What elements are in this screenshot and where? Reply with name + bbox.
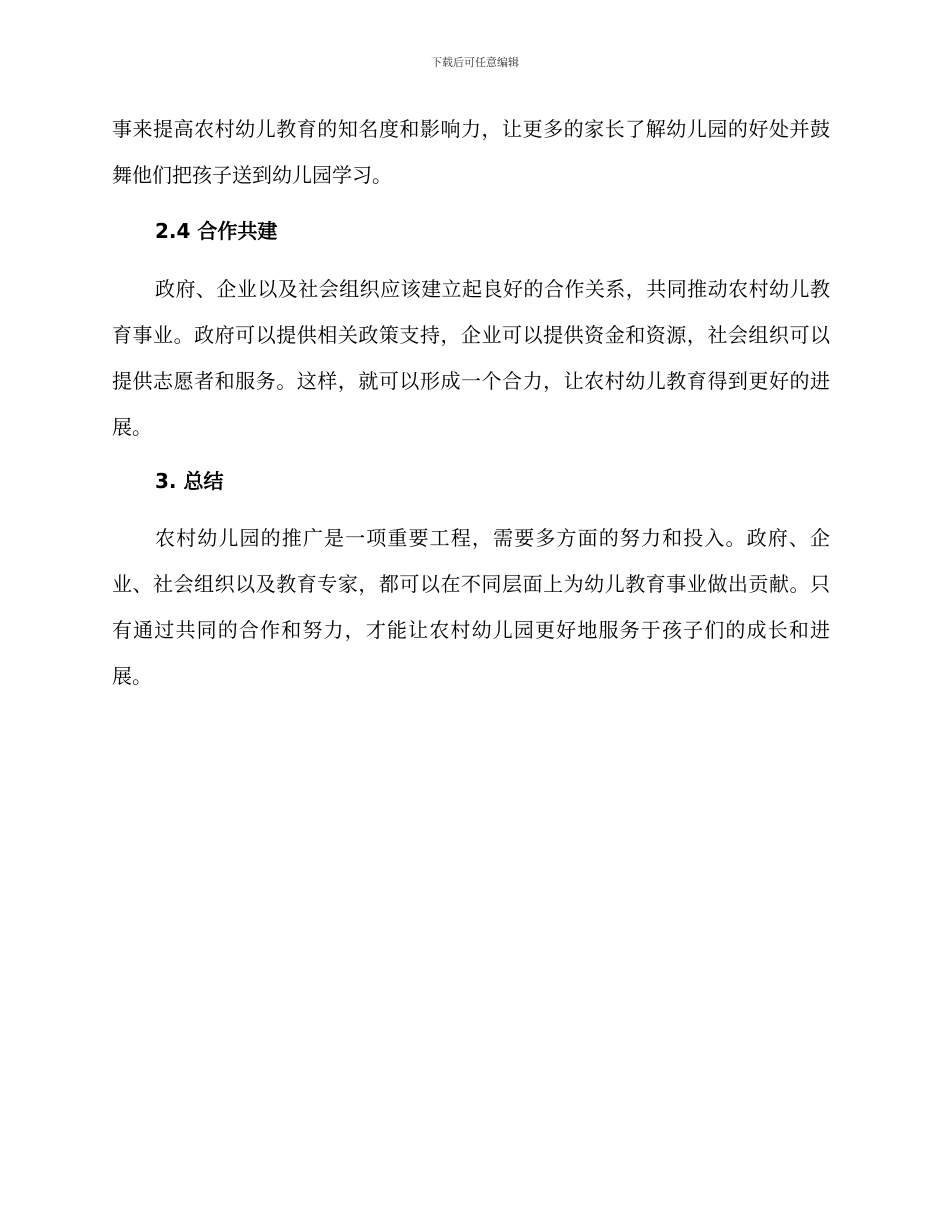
paragraph-summary: 农村幼儿园的推广是一项重要工程，需要多方面的努力和投入。政府、企业、社会组织以及教育专家，都可以在不同层面上为幼儿教育事业做出贡献。只有通过共同的合作和努力，才能让农村幼儿园更好地服务于孩子们的成长和进展。 (112, 526, 830, 688)
paragraph-continued: 事来提高农村幼儿教育的知名度和影响力，让更多的家长了解幼儿园的好处并鼓舞他们把孩子送到幼儿园学习。 (112, 117, 830, 187)
page-header: 下载后可任意编辑 (431, 56, 519, 69)
section-heading-3: 3. 总结 (155, 469, 224, 493)
paragraph-cooperation: 政府、企业以及社会组织应该建立起良好的合作关系，共同推动农村幼儿教育事业。政府可以提供相关政策支持，企业可以提供资金和资源，社会组织可以提供志愿者和服务。这样，就可以形成一个合力，让农村幼儿教育得到更好的进展。 (112, 277, 830, 439)
section-heading-2-4: 2.4 合作共建 (155, 219, 278, 243)
